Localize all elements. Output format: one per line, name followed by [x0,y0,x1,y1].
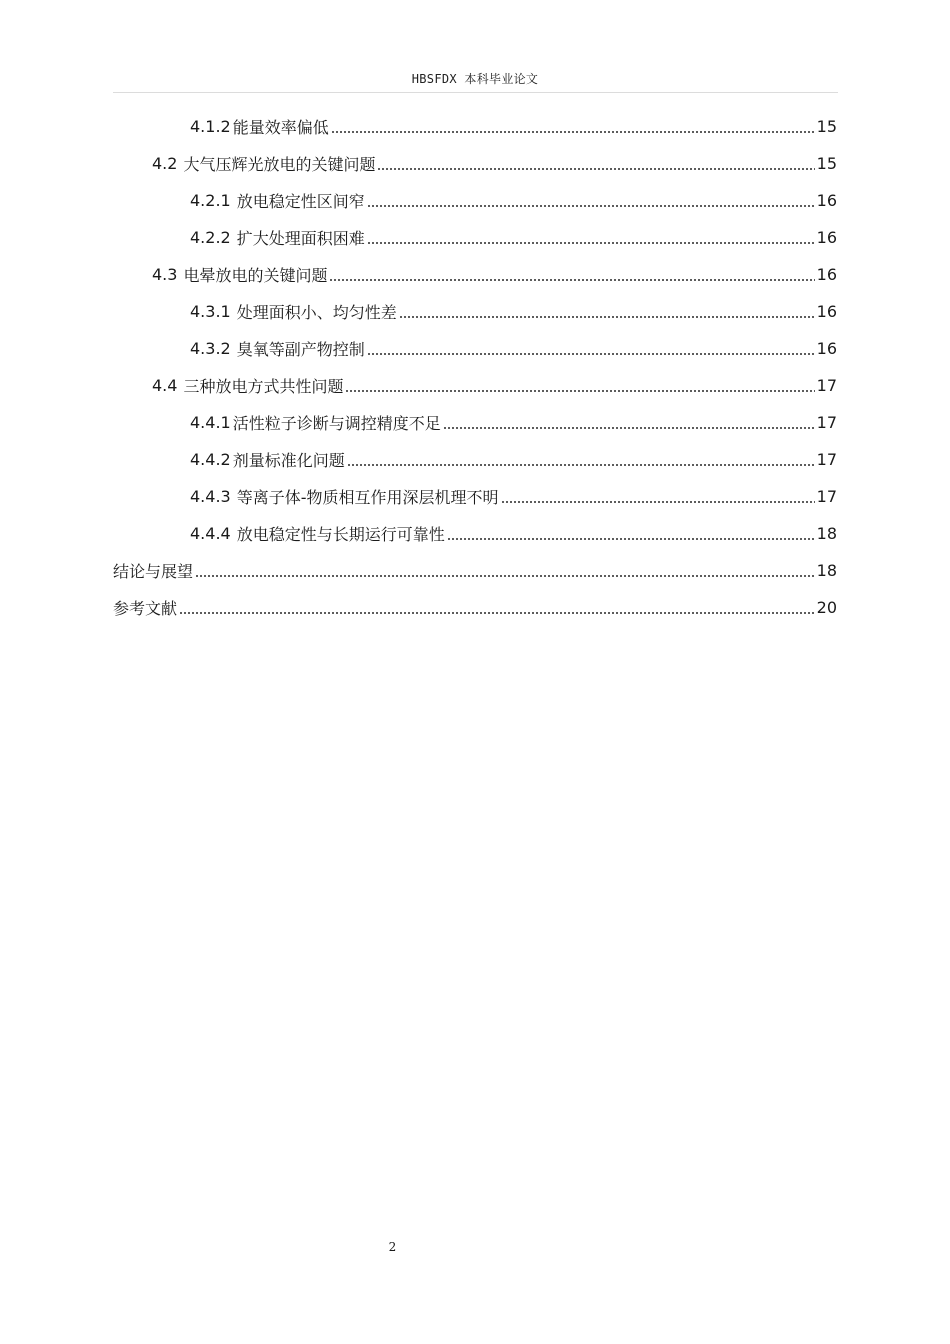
toc-entry-page: 16 [816,228,837,247]
toc-entry-number: 4.4.2 [190,450,231,469]
page-number: 2 [388,1240,397,1254]
toc-entry-title: 电晕放电的关键问题 [183,266,328,285]
toc-entry[interactable] [190,441,837,478]
toc-entry-title: 放电稳定性与长期运行可靠性 [236,525,445,544]
toc-entry-page: 17 [816,376,837,395]
toc-dot-leader [345,389,814,393]
toc-entry-title: 剂量标准化问题 [232,451,345,470]
toc-dot-leader [329,278,814,282]
toc-entry[interactable] [190,404,837,441]
toc-entry[interactable] [190,219,837,256]
toc-dot-leader [399,315,815,319]
toc-dot-leader [347,463,815,467]
toc-entry-number: 4.2.2 [190,228,231,247]
toc-entry-title: 活性粒子诊断与调控精度不足 [232,414,441,433]
toc-entry-page: 15 [816,154,837,173]
toc-entry-page: 17 [816,487,837,506]
toc-dot-leader [367,204,815,208]
toc-entry-number: 4.1.2 [190,117,231,136]
toc-entry[interactable] [190,182,837,219]
toc-entry-number: 4.4.4 [190,524,231,543]
toc-entry[interactable] [190,108,837,145]
toc-entry-number: 4.3 [152,265,178,284]
toc-entry-title: 参考文献 [113,599,178,618]
toc-entry-number: 4.4.3 [190,487,231,506]
toc-entry-title: 能量效率偏低 [232,118,329,137]
toc-entry[interactable] [190,478,837,515]
toc-entry-page: 16 [816,191,837,210]
toc-entry-title: 处理面积小、均匀性差 [236,303,397,322]
toc-entry-number: 4.3.1 [190,302,231,321]
toc-entry-page: 16 [816,302,837,321]
toc-entry-title: 等离子体-物质相互作用深层机理不明 [236,488,499,507]
toc-entry-title: 大气压辉光放电的关键问题 [183,155,376,174]
toc-dot-leader [195,574,815,578]
toc-entry-page: 18 [816,561,837,580]
toc-entry-title: 扩大处理面积困难 [236,229,365,248]
toc-entry-page: 16 [816,265,837,284]
toc-dot-leader [367,352,815,356]
toc-entry-title: 三种放电方式共性问题 [183,377,344,396]
toc-dot-leader [377,167,814,171]
toc-entry[interactable] [152,256,837,293]
toc-entry[interactable] [152,145,837,182]
toc-entry-number: 4.3.2 [190,339,231,358]
toc-entry-page: 17 [816,413,837,432]
toc-dot-leader [447,537,815,541]
toc-entry[interactable] [190,293,837,330]
toc-entry[interactable] [113,552,837,589]
toc-entry-page: 20 [816,598,837,617]
toc-entry-number: 4.4.1 [190,413,231,432]
toc-dot-leader [443,426,815,430]
toc-entry-title: 结论与展望 [113,562,194,581]
toc-dot-leader [367,241,815,245]
page-header: HBSFDX 本科毕业论文 [411,72,539,86]
toc-entry-number: 4.2 [152,154,178,173]
toc-entry[interactable] [152,367,837,404]
toc-entry-page: 17 [816,450,837,469]
toc-dot-leader [501,500,815,504]
toc-entry[interactable] [190,330,837,367]
toc-entry-title: 放电稳定性区间窄 [236,192,365,211]
toc-entry-number: 4.4 [152,376,178,395]
toc-dot-leader [179,611,815,615]
toc-entry[interactable] [113,589,837,626]
toc-entry[interactable] [190,515,837,552]
toc-dot-leader [331,130,815,134]
header-divider [113,92,838,93]
toc-entry-page: 18 [816,524,837,543]
toc-entry-number: 4.2.1 [190,191,231,210]
toc-entry-title: 臭氧等副产物控制 [236,340,365,359]
toc-entry-page: 16 [816,339,837,358]
toc-entry-page: 15 [816,117,837,136]
